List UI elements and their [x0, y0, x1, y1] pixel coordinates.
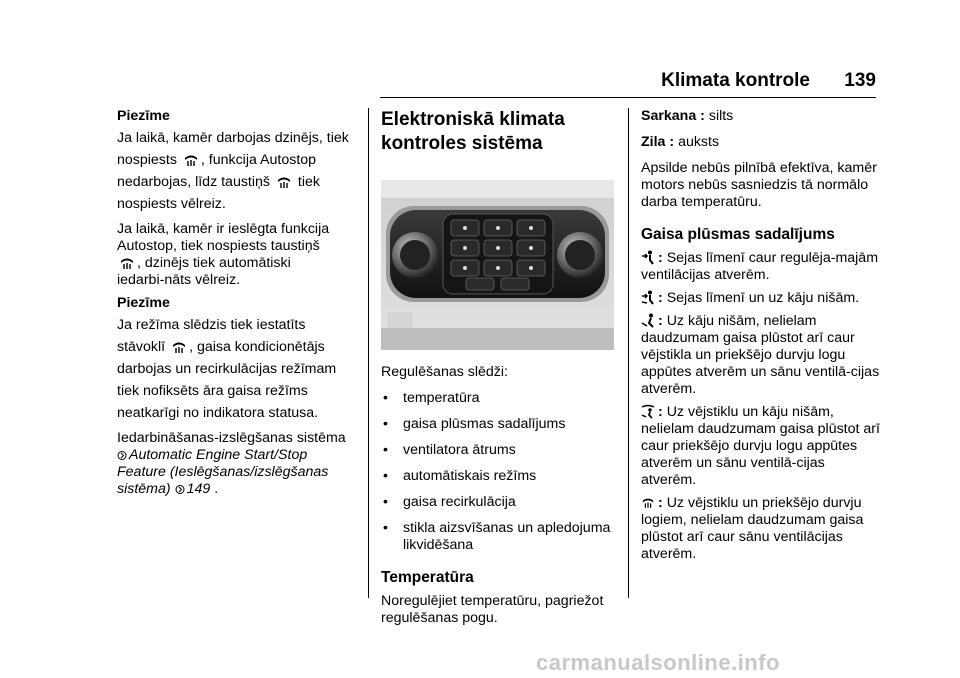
defrost-icon: [183, 152, 199, 168]
climate-control-panel-photo: [381, 180, 614, 350]
column-divider-left: [368, 108, 369, 598]
note-text-autostop: Ja laikā, kamēr darbojas dzinējs, tiek nospiests , funkcija Autostop nedarbojas, līdz taustiņš tiek nospiests vēlreiz.: [117, 130, 349, 212]
paragraph-cross-reference: Iedarbināšanas-izslēgšanas sistēma Automatic Engine Start/Stop Feature (Ieslēgšanas/izslēgšanas sistēma) 149 .: [117, 430, 346, 497]
list-item: • gaisa plūsmas sadalījums: [383, 416, 566, 432]
controls-list: [381, 390, 618, 554]
airflow-mode-face: : Sejas līmenī caur regulēja‑majām ventilācijas atverēm.: [641, 250, 879, 283]
vent-face-feet-icon: [641, 290, 655, 305]
vent-face-icon: [641, 250, 655, 265]
list-item: • gaisa recirkulācija: [383, 494, 516, 510]
column-middle: [381, 108, 618, 633]
watermark: carmanualsonline.info: [536, 650, 780, 675]
airflow-mode-feet: : Uz kāju nišām, nelielam daudzumam gaisa plūstot arī caur vējstikla un priekšējo durvju logu appūtes atverēm un sānu ventilā‑cijas atverēm.: [641, 313, 880, 397]
cross-reference-page[interactable]: 149: [186, 481, 211, 497]
airflow-mode-windshield: : Uz vējstiklu un priekšējo durvju logiem, nelielam daudzumam gaisa plūstot arī caur sānu ventilācijas atverēm.: [641, 495, 864, 562]
list-item: • automātiskais režīms: [383, 468, 537, 484]
column-left: [117, 108, 357, 504]
list-item: • temperatūra: [383, 390, 480, 406]
list-item: • ventilatora ātrums: [383, 442, 516, 458]
page-number: 139: [844, 70, 876, 91]
controls-intro: Regulēšanas slēdži:: [381, 364, 508, 380]
note-label: Piezīme: [117, 295, 170, 311]
cross-reference-link[interactable]: Automatic Engine Start/Stop Feature (Ieslēgšanas/izslēgšanas sistēma): [117, 447, 329, 497]
red-setting: Sarkana : silts: [641, 108, 734, 124]
defrost-icon: [119, 255, 135, 271]
airflow-heading: Gaisa plūsmas sadalījums: [641, 226, 835, 243]
page-header: [380, 64, 876, 98]
note-text-mode-switch: Ja režīma slēdzis tiek iestatīts stāvoklī , gaisa kondicionētājs darbojas un recirkulācijas režīmam tiek nofiksēts āra gaisa režīms neatkarīgi no indikatora statusa.: [117, 317, 337, 421]
paragraph-autostop-restart: Ja laikā, kamēr ir ieslēgta funkcija Autostop, tiek nospiests taustiņš , dzinējs tiek automātiski iedarbi‑nāts vēlreiz.: [117, 221, 330, 288]
note-label: Piezīme: [117, 108, 170, 124]
column-divider-right: [628, 108, 629, 598]
defrost-icon: [276, 174, 292, 190]
section-heading: Elektroniskā klimata kontroles sistēma: [381, 109, 565, 154]
column-right: [641, 108, 881, 569]
header-rule: [380, 97, 876, 98]
defrost-icon: [171, 339, 187, 355]
temperature-heading: Temperatūra: [381, 569, 474, 586]
cross-reference-icon: [117, 450, 127, 461]
vent-feet-icon: [641, 313, 655, 328]
blue-setting: Zila : auksts: [641, 134, 720, 150]
cross-reference-icon: [175, 484, 185, 495]
airflow-mode-windshield-feet: : Uz vējstiklu un kāju nišām, nelielam daudzumam gaisa plūstot arī caur priekšējo durvju logu appūtes atverēm un sānu ventilā‑cijas atverēm.: [641, 404, 880, 488]
header-title: Klimata kontrole: [661, 70, 810, 91]
airflow-mode-face-feet: : Sejas līmenī un uz kāju nišām.: [641, 290, 881, 307]
heater-note: Apsilde nebūs pilnībā efektīva, kamēr motors nebūs sasniedzis tā normālo darba temperatūru.: [641, 160, 877, 210]
defrost-icon: [641, 495, 655, 510]
list-item: • stikla aizsvīšanas un apledojuma likvidēšana: [383, 520, 611, 553]
temperature-text: Noregulējiet temperatūru, pagriežot regulēšanas pogu.: [381, 593, 604, 626]
vent-windshield-feet-icon: [641, 404, 655, 419]
